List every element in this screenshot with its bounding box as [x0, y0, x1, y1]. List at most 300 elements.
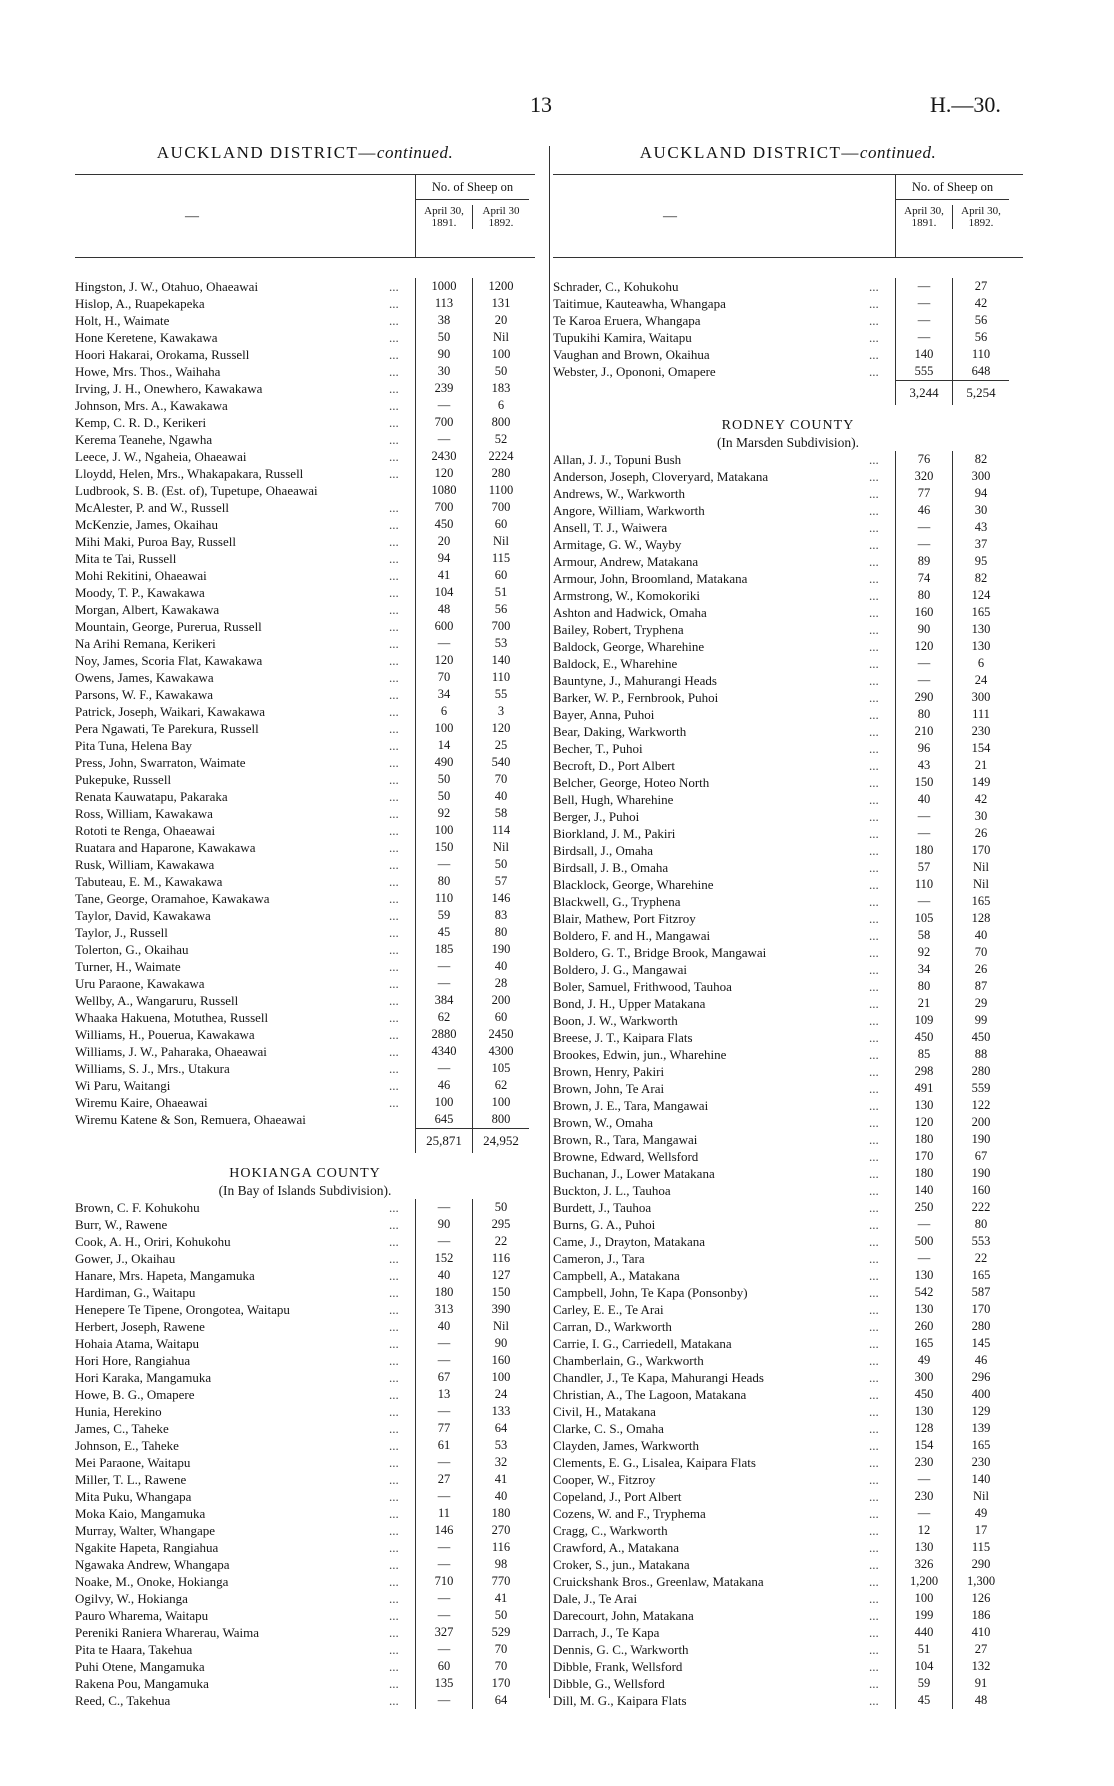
- owner-name: Moody, T. P., Kawakawa: [75, 585, 205, 600]
- sheep-1892: 114: [472, 822, 529, 839]
- owner-name: Williams, H., Pouerua, Kawakawa: [75, 1027, 255, 1042]
- sheep-1891: 94: [415, 550, 472, 567]
- table-row: [553, 468, 1023, 485]
- sheep-1891: —: [415, 1403, 472, 1420]
- leader-dots: ...: [869, 313, 879, 328]
- owner-name: Wiremu Kaire, Ohaeawai: [75, 1095, 208, 1110]
- owner-name: Owens, James, Kawakawa: [75, 670, 214, 685]
- table-row: [75, 839, 535, 856]
- sheep-1892: 82: [952, 451, 1009, 468]
- owner-name: Brown, C. F. Kohukohu: [75, 1200, 200, 1215]
- owner-list: [75, 1199, 535, 1709]
- sheep-1892: 55: [472, 686, 529, 703]
- leader-dots: ...: [389, 789, 399, 804]
- leader-dots: ...: [389, 704, 399, 719]
- table-row: [553, 638, 1023, 655]
- owner-name: Campbell, A., Matakana: [553, 1268, 680, 1283]
- leader-dots: ...: [869, 1149, 879, 1164]
- sheep-1892: 648: [952, 363, 1009, 380]
- sheep-1892: 132: [952, 1658, 1009, 1675]
- owner-name: Hardiman, G., Waitapu: [75, 1285, 196, 1300]
- owner-name: Pereniki Raniera Wharerau, Waima: [75, 1625, 260, 1640]
- sheep-1892: 91: [952, 1675, 1009, 1692]
- sheep-1892: 3: [472, 703, 529, 720]
- right-column: [553, 140, 1023, 1709]
- sheep-1891: 80: [895, 706, 952, 723]
- table-row: [75, 1369, 535, 1386]
- sheep-1891: 130: [895, 1097, 952, 1114]
- sheep-1892: 56: [952, 329, 1009, 346]
- table-row: [75, 1060, 535, 1077]
- leader-dots: ...: [389, 1268, 399, 1283]
- leader-dots: ...: [869, 809, 879, 824]
- sheep-1891: 20: [415, 533, 472, 550]
- sheep-1891: 14: [415, 737, 472, 754]
- table-row: [553, 757, 1023, 774]
- leader-dots: ...: [389, 1693, 399, 1708]
- owner-name: Armstrong, W., Komokoriki: [553, 588, 700, 603]
- owner-name: Bauntyne, J., Mahurangi Heads: [553, 673, 717, 688]
- table-row: [553, 1148, 1023, 1165]
- sheep-1892: 145: [952, 1335, 1009, 1352]
- leader-dots: ...: [869, 1404, 879, 1419]
- sheep-1891: 130: [895, 1267, 952, 1284]
- sheep-1891: 34: [415, 686, 472, 703]
- leader-dots: ...: [869, 877, 879, 892]
- owner-name: Johnson, E., Taheke: [75, 1438, 179, 1453]
- owner-name: Boldero, J. G., Mangawai: [553, 962, 687, 977]
- owner-name: Anderson, Joseph, Cloveryard, Matakana: [553, 469, 769, 484]
- leader-dots: ...: [869, 1132, 879, 1147]
- sheep-1892: 280: [952, 1318, 1009, 1335]
- sheep-1891: 40: [415, 1267, 472, 1284]
- sheep-1892: 116: [472, 1250, 529, 1267]
- sheep-1891: 80: [895, 978, 952, 995]
- leader-dots: ...: [869, 1455, 879, 1470]
- table-row: [75, 1284, 535, 1301]
- owner-name: Brookes, Edwin, jun., Wharehine: [553, 1047, 727, 1062]
- table-row: [553, 1012, 1023, 1029]
- leader-dots: ...: [869, 1659, 879, 1674]
- table-row: [553, 1131, 1023, 1148]
- owner-name: Brown, W., Omaha: [553, 1115, 654, 1130]
- owner-name: Biorkland, J. M., Pakiri: [553, 826, 676, 841]
- leader-dots: ...: [389, 398, 399, 413]
- owner-name: Morgan, Albert, Kawakawa: [75, 602, 220, 617]
- table-row: [75, 1233, 535, 1250]
- leader-dots: ...: [389, 1642, 399, 1657]
- sheep-1892: 26: [952, 825, 1009, 842]
- owner-name: Leece, J. W., Ngaheia, Ohaeawai: [75, 449, 247, 464]
- sheep-1892: 400: [952, 1386, 1009, 1403]
- owner-name: Allan, J. J., Topuni Bush: [553, 452, 682, 467]
- table-row: [553, 1641, 1023, 1658]
- table-row: [75, 924, 535, 941]
- sheep-1892: 37: [952, 536, 1009, 553]
- owner-name: Reed, C., Takehua: [75, 1693, 171, 1708]
- owner-name: Browne, Edward, Wellsford: [553, 1149, 699, 1164]
- sheep-1891: 62: [415, 1009, 472, 1026]
- sheep-1891: —: [415, 1233, 472, 1250]
- leader-dots: ...: [389, 959, 399, 974]
- sheep-1892: 40: [472, 1488, 529, 1505]
- sheep-1891: 700: [415, 414, 472, 431]
- leader-dots: ...: [389, 296, 399, 311]
- leader-dots: ...: [869, 520, 879, 535]
- table-row: [553, 1590, 1023, 1607]
- table-row: [75, 1026, 535, 1043]
- sheep-1891: 555: [895, 363, 952, 380]
- owner-name: Cooper, W., Fitzroy: [553, 1472, 656, 1487]
- leader-dots: ...: [389, 942, 399, 957]
- leader-dots: ...: [389, 908, 399, 923]
- sheep-1891: 67: [415, 1369, 472, 1386]
- leader-dots: ...: [869, 911, 879, 926]
- owner-name: Pita Tuna, Helena Bay: [75, 738, 192, 753]
- sheep-1892: 110: [952, 346, 1009, 363]
- table-row: [75, 941, 535, 958]
- table-row: [553, 740, 1023, 757]
- owner-name: Brown, R., Tara, Mangawai: [553, 1132, 698, 1147]
- owner-name: Civil, H., Matakana: [553, 1404, 656, 1419]
- sheep-1891: —: [415, 958, 472, 975]
- sheep-1892: 390: [472, 1301, 529, 1318]
- table-row: [75, 1641, 535, 1658]
- leader-dots: ...: [869, 296, 879, 311]
- leader-dots: ...: [869, 860, 879, 875]
- table-row: [75, 448, 535, 465]
- sheep-1891: 48: [415, 601, 472, 618]
- leader-dots: ...: [869, 1540, 879, 1555]
- table-row: [553, 1165, 1023, 1182]
- table-row: [553, 808, 1023, 825]
- sheep-1892: 24: [472, 1386, 529, 1403]
- table-row: [553, 655, 1023, 672]
- sheep-1892: 6: [472, 397, 529, 414]
- sheep-1891: —: [415, 1641, 472, 1658]
- leader-dots: ...: [869, 1115, 879, 1130]
- sheep-1892: 180: [472, 1505, 529, 1522]
- page-number: 13: [530, 92, 552, 117]
- leader-dots: ...: [869, 1251, 879, 1266]
- owner-name: Johnson, Mrs. A., Kawakawa: [75, 398, 228, 413]
- sheep-1891: —: [415, 1199, 472, 1216]
- leader-dots: ...: [389, 1557, 399, 1572]
- owner-name: Turner, H., Waimate: [75, 959, 181, 974]
- table-row: [553, 1573, 1023, 1590]
- leader-dots: ...: [869, 330, 879, 345]
- sheep-1892: 165: [952, 1437, 1009, 1454]
- sheep-1892: 83: [472, 907, 529, 924]
- owner-name: Dibble, G., Wellsford: [553, 1676, 665, 1691]
- leader-dots: ...: [869, 690, 879, 705]
- owner-list: [553, 451, 1023, 1709]
- sheep-1892: 64: [472, 1420, 529, 1437]
- leader-dots: ...: [869, 537, 879, 552]
- owner-name: Chamberlain, G., Warkworth: [553, 1353, 704, 1368]
- leader-dots: ...: [389, 1302, 399, 1317]
- leader-dots: ...: [389, 1438, 399, 1453]
- table-row: [75, 822, 535, 839]
- sheep-1892: 40: [952, 927, 1009, 944]
- table-row: [75, 533, 535, 550]
- leader-dots: ...: [869, 826, 879, 841]
- sheep-1892: 29: [952, 995, 1009, 1012]
- table-row: [553, 1692, 1023, 1709]
- table-row: [75, 856, 535, 873]
- owner-name: Mihi Maki, Puroa Bay, Russell: [75, 534, 236, 549]
- owner-name: Howe, Mrs. Thos., Waihaha: [75, 364, 221, 379]
- sheep-1892: 2224: [472, 448, 529, 465]
- table-row: [553, 1522, 1023, 1539]
- table-row: [75, 754, 535, 771]
- sheep-1891: 45: [415, 924, 472, 941]
- sheep-1892: 58: [472, 805, 529, 822]
- leader-dots: ...: [389, 891, 399, 906]
- table-row: [553, 570, 1023, 587]
- leader-dots: ...: [869, 1438, 879, 1453]
- table-row: [75, 567, 535, 584]
- sheep-1892: 154: [952, 740, 1009, 757]
- sheep-1892: 540: [472, 754, 529, 771]
- total-1891: 3,244: [895, 380, 952, 405]
- owner-name: Brown, John, Te Arai: [553, 1081, 665, 1096]
- owner-name: Baldock, George, Wharehine: [553, 639, 705, 654]
- table-row: [75, 720, 535, 737]
- owner-name: Campbell, John, Te Kapa (Ponsonby): [553, 1285, 748, 1300]
- leader-dots: ...: [869, 1489, 879, 1504]
- owner-name: Gower, J., Okaihau: [75, 1251, 176, 1266]
- owner-name: Webster, J., Opononi, Omapere: [553, 364, 716, 379]
- sheep-1892: 186: [952, 1607, 1009, 1624]
- table-row: [553, 1437, 1023, 1454]
- leader-dots: ...: [869, 486, 879, 501]
- table-row: [75, 550, 535, 567]
- leader-dots: ...: [869, 1574, 879, 1589]
- sheep-1891: —: [415, 1335, 472, 1352]
- table-row: [553, 1369, 1023, 1386]
- sheep-1891: 46: [415, 1077, 472, 1094]
- leader-dots: ...: [869, 605, 879, 620]
- owner-name: Armitage, G. W., Wayby: [553, 537, 682, 552]
- sheep-1891: 100: [415, 720, 472, 737]
- sheep-1891: 140: [895, 346, 952, 363]
- sheep-1892: 120: [472, 720, 529, 737]
- leader-dots: ...: [869, 758, 879, 773]
- sheep-1892: 587: [952, 1284, 1009, 1301]
- leader-dots: ...: [389, 1608, 399, 1623]
- sheep-1892: 17: [952, 1522, 1009, 1539]
- owner-list: [553, 278, 1023, 380]
- leader-dots: ...: [869, 1506, 879, 1521]
- sheep-1891: —: [415, 1060, 472, 1077]
- leader-dots: ...: [389, 976, 399, 991]
- sheep-1891: 6: [415, 703, 472, 720]
- leader-dots: ...: [389, 1251, 399, 1266]
- table-row: [75, 1403, 535, 1420]
- owner-name: Tabuteau, E. M., Kawakawa: [75, 874, 223, 889]
- table-row: [75, 601, 535, 618]
- sheep-1892: 800: [472, 414, 529, 431]
- owner-name: Belcher, George, Hoteo North: [553, 775, 710, 790]
- sheep-1892: 40: [472, 788, 529, 805]
- county-heading: HOKIANGA COUNTY: [229, 1166, 381, 1181]
- header-dash: —: [663, 209, 677, 224]
- sheep-1891: 2880: [415, 1026, 472, 1043]
- table-row: [75, 1077, 535, 1094]
- leader-dots: ...: [869, 1319, 879, 1334]
- sheep-1891: 90: [415, 1216, 472, 1233]
- owner-name: Ansell, T. J., Waiwera: [553, 520, 668, 535]
- sheep-1892: 41: [472, 1590, 529, 1607]
- owner-name: McAlester, P. and W., Russell: [75, 500, 230, 515]
- sheep-1892: 50: [472, 1199, 529, 1216]
- owner-name: Armour, John, Broomland, Matakana: [553, 571, 748, 586]
- leader-dots: ...: [389, 1285, 399, 1300]
- sheep-1891: —: [415, 1692, 472, 1709]
- sheep-1892: 170: [952, 842, 1009, 859]
- sheep-1891: —: [415, 975, 472, 992]
- table-row: [75, 1009, 535, 1026]
- sheep-1892: 42: [952, 791, 1009, 808]
- leader-dots: ...: [869, 1625, 879, 1640]
- table-row: [75, 1624, 535, 1641]
- owner-name: Darecourt, John, Matakana: [553, 1608, 694, 1623]
- sheep-1892: 64: [472, 1692, 529, 1709]
- sheep-1892: 30: [952, 502, 1009, 519]
- sheep-1892: 300: [952, 468, 1009, 485]
- sheep-count-header: [415, 175, 529, 257]
- table-row: [553, 672, 1023, 689]
- sheep-1892: 800: [472, 1111, 529, 1128]
- document-code: H.—30.: [930, 92, 1001, 117]
- district-title: AUCKLAND DISTRICT—continued.: [156, 143, 454, 162]
- leader-dots: ...: [389, 840, 399, 855]
- sheep-1891: 30: [415, 363, 472, 380]
- sheep-1892: 770: [472, 1573, 529, 1590]
- owner-name: Clements, E. G., Lisalea, Kaipara Flats: [553, 1455, 756, 1470]
- table-row: [75, 1386, 535, 1403]
- leader-dots: ...: [389, 1078, 399, 1093]
- table-row: [75, 363, 535, 380]
- leader-dots: ...: [389, 687, 399, 702]
- sheep-1891: 185: [415, 941, 472, 958]
- sheep-1892: 99: [952, 1012, 1009, 1029]
- sheep-1891: 77: [895, 485, 952, 502]
- leader-dots: ...: [389, 466, 399, 481]
- owner-name: Armour, Andrew, Matakana: [553, 554, 699, 569]
- table-header: [75, 174, 535, 258]
- owner-name: Henepere Te Tipene, Orongotea, Waitapu: [75, 1302, 290, 1317]
- sheep-1891: 49: [895, 1352, 952, 1369]
- table-row: [75, 1111, 535, 1128]
- sheep-1891: 130: [895, 1301, 952, 1318]
- owner-name: Tolerton, G., Okaihau: [75, 942, 189, 957]
- table-row: [553, 1318, 1023, 1335]
- leader-dots: ...: [389, 1489, 399, 1504]
- sheep-1891: 327: [415, 1624, 472, 1641]
- sheep-1891: 146: [415, 1522, 472, 1539]
- sheep-1892: 115: [472, 550, 529, 567]
- sheep-1892: 110: [472, 669, 529, 686]
- table-row: [553, 1063, 1023, 1080]
- leader-dots: ...: [869, 741, 879, 756]
- sheep-1891: —: [895, 1216, 952, 1233]
- leader-dots: ...: [869, 894, 879, 909]
- sheep-1891: 165: [895, 1335, 952, 1352]
- owner-name: Ogilvy, W., Hokianga: [75, 1591, 188, 1606]
- owner-name: Berger, J., Puhoi: [553, 809, 640, 824]
- table-row: [553, 1607, 1023, 1624]
- owner-name: Copeland, J., Port Albert: [553, 1489, 682, 1504]
- sheep-1891: —: [895, 672, 952, 689]
- leader-dots: ...: [869, 792, 879, 807]
- table-row: [553, 536, 1023, 553]
- sheep-1892: 27: [952, 278, 1009, 295]
- leader-dots: ...: [869, 1064, 879, 1079]
- table-row: [75, 737, 535, 754]
- leader-dots: ...: [869, 724, 879, 739]
- owner-name: Christian, A., The Lagoon, Matakana: [553, 1387, 747, 1402]
- sheep-1891: 96: [895, 740, 952, 757]
- leader-dots: ...: [389, 1336, 399, 1351]
- sheep-1892: 49: [952, 1505, 1009, 1522]
- header-1891: April 30, 1891.: [896, 205, 953, 229]
- sheep-1891: 260: [895, 1318, 952, 1335]
- sheep-1892: 50: [472, 363, 529, 380]
- sheep-1891: —: [895, 329, 952, 346]
- sheep-1891: 92: [895, 944, 952, 961]
- owner-name: Rusk, William, Kawakawa: [75, 857, 215, 872]
- sheep-1891: 135: [415, 1675, 472, 1692]
- owner-name: Whaaka Hakuena, Motuthea, Russell: [75, 1010, 269, 1025]
- sheep-1891: 250: [895, 1199, 952, 1216]
- leader-dots: ...: [389, 585, 399, 600]
- sheep-1891: 300: [895, 1369, 952, 1386]
- sheep-1892: 105: [472, 1060, 529, 1077]
- sheep-1891: 21: [895, 995, 952, 1012]
- leader-dots: ...: [869, 1302, 879, 1317]
- owner-name: Birdsall, J. B., Omaha: [553, 860, 669, 875]
- table-row: [553, 927, 1023, 944]
- leader-dots: ...: [869, 1387, 879, 1402]
- table-row: [75, 1590, 535, 1607]
- sheep-1891: 384: [415, 992, 472, 1009]
- sheep-1891: 600: [415, 618, 472, 635]
- sheep-1892: 529: [472, 1624, 529, 1641]
- leader-dots: ...: [389, 619, 399, 634]
- sheep-1892: 53: [472, 635, 529, 652]
- table-row: [75, 652, 535, 669]
- total-1892: 24,952: [472, 1128, 529, 1153]
- sheep-1891: 160: [895, 604, 952, 621]
- owner-name: Kemp, C. R. D., Kerikeri: [75, 415, 207, 430]
- leader-dots: ...: [389, 330, 399, 345]
- sheep-1892: 95: [952, 553, 1009, 570]
- table-row: [553, 604, 1023, 621]
- sheep-1892: 111: [952, 706, 1009, 723]
- table-row: [553, 295, 1023, 312]
- table-header: [553, 174, 1023, 258]
- leader-dots: ...: [869, 673, 879, 688]
- leader-dots: ...: [389, 381, 399, 396]
- sheep-1892: Nil: [952, 1488, 1009, 1505]
- owner-name: Carran, D., Warkworth: [553, 1319, 672, 1334]
- sheep-1892: 100: [472, 1369, 529, 1386]
- table-row: [553, 842, 1023, 859]
- sheep-1891: 120: [895, 1114, 952, 1131]
- sheep-1892: 165: [952, 893, 1009, 910]
